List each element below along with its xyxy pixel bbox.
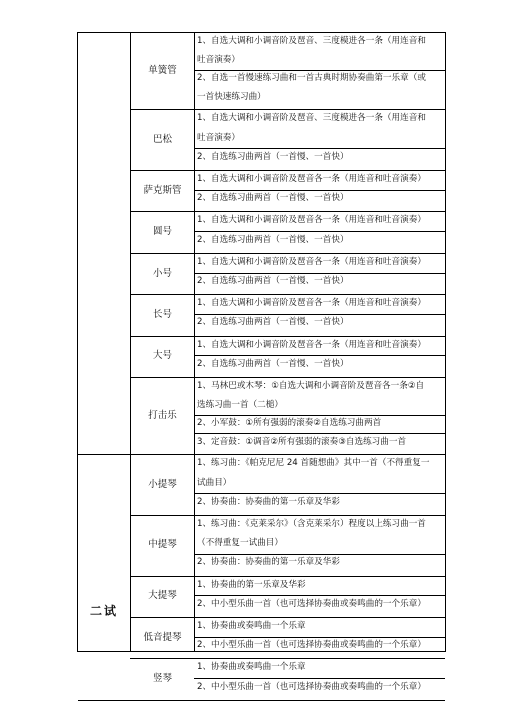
instrument-label: 大号 — [152, 350, 172, 362]
requirement-line: 1、练习曲：《克莱采尔》（含克莱采尔）程度以上练习曲一首 — [197, 519, 426, 529]
group-divider — [130, 658, 445, 659]
item-divider — [194, 637, 445, 638]
instrument-label: 小号 — [152, 267, 172, 279]
requirement-line: 2、小军鼓：①所有强弱的滚奏②自选练习曲两首 — [197, 418, 382, 429]
requirement-line: 2、协奏曲：协奏曲的第一乐章及华彩 — [197, 557, 340, 568]
item-divider — [194, 433, 445, 434]
exam-requirements-table — [77, 32, 446, 692]
requirement-line: 1、自选大调和小调音阶及琶音、三度模进各一条（用连音和 — [197, 113, 426, 124]
item-divider — [194, 678, 445, 679]
instrument-label: 长号 — [152, 308, 172, 320]
requirement-line: 2、自选练习曲两首（一首慢、一首快） — [197, 276, 349, 286]
requirement-line: （不得重复一试曲目） — [197, 538, 283, 549]
group-divider — [130, 336, 445, 337]
requirement-line: 吐音演奏） — [197, 132, 240, 143]
requirement-line: 2、中小型乐曲一首（也可选择协奏曲或奏鸣曲的一个乐章） — [197, 598, 426, 609]
requirement-line: 试曲目） — [197, 477, 232, 488]
item-divider — [194, 231, 445, 232]
requirement-line: 3、定音鼓：①调音②所有强弱的滚奏③自选练习曲一首 — [197, 436, 407, 447]
requirement-line: 1、练习曲：《帕克尼尼 24 首随想曲》其中一首（不得重复一 — [197, 458, 430, 469]
requirement-line: 吐音演奏） — [197, 54, 240, 65]
item-divider — [194, 595, 445, 596]
section-label: 二试 — [89, 603, 118, 618]
instrument-label: 低音提琴 — [143, 631, 182, 643]
item-divider — [194, 415, 445, 416]
instrument-label: 圆号 — [152, 226, 172, 238]
requirement-line: 2、中小型乐曲一首（也可选择协奏曲或奏鸣曲的一个乐章） — [197, 640, 426, 651]
instrument-label: 中提琴 — [148, 539, 177, 551]
requirement-line: 1、协奏曲或奏鸣曲一个乐章 — [197, 662, 306, 673]
requirement-line: 1、自选大调和小调音阶及琶音各一条（用连音和吐音演奏） — [197, 174, 426, 184]
item-divider — [194, 355, 445, 356]
requirement-line: 1、自选大调和小调音阶及琶音、三度模进各一条（用连音和 — [197, 36, 426, 46]
instrument-label: 小提琴 — [148, 478, 177, 490]
item-divider — [194, 314, 445, 315]
requirement-line: 2、自选练习曲两首（一首慢、一首快） — [197, 317, 349, 328]
requirement-line: 2、自选练习曲两首（一首慢、一首快） — [197, 358, 349, 369]
group-divider — [130, 294, 445, 295]
requirement-line: 1、自选大调和小调音阶及琶音各一条（用连音和吐音演奏） — [197, 256, 426, 267]
instrument-label: 竖琴 — [152, 673, 172, 685]
column-divider — [130, 32, 131, 651]
requirement-line: 2、自选练习曲两首（一首慢、一首快） — [197, 234, 349, 245]
group-divider — [130, 253, 445, 254]
instrument-label: 单簧管 — [148, 64, 177, 76]
instrument-label: 巴松 — [152, 133, 172, 145]
requirement-line: 一首快速练习曲） — [197, 91, 266, 102]
requirement-line: 2、协奏曲：协奏曲的第一乐章及华彩 — [197, 496, 340, 507]
item-divider — [194, 148, 445, 149]
group-divider — [130, 377, 445, 378]
requirement-line: 1、马林巴或木琴：①自选大调和小调音阶及琶音各一条②自 — [197, 381, 425, 391]
item-divider — [194, 493, 445, 494]
requirement-line: 2、自选练习曲两首（一首慢、一首快） — [197, 193, 349, 204]
requirement-line: 1、自选大调和小调音阶及琶音各一条（用连音和吐音演奏） — [197, 298, 426, 309]
requirement-line: 1、自选大调和小调音阶及琶音各一条（用连音和吐音演奏） — [197, 215, 426, 226]
requirement-line: 1、协奏曲或奏鸣曲一个乐章 — [197, 621, 306, 631]
group-divider — [130, 109, 445, 110]
requirement-line: 1、协奏曲的第一乐章及华彩 — [197, 579, 306, 590]
item-divider — [194, 190, 445, 191]
requirement-line: 2、自选一首慢速练习曲和一首古典时期协奏曲第一乐章（或 — [197, 73, 426, 84]
requirement-line: 1、自选大调和小调音阶及琶音各一条（用连音和吐音演奏） — [197, 339, 426, 350]
item-divider — [194, 70, 445, 71]
item-divider — [194, 273, 445, 274]
instrument-label: 萨克斯管 — [143, 184, 182, 196]
item-divider — [194, 554, 445, 555]
requirement-line: 2、自选练习曲两首（一首慢、一首快） — [197, 151, 349, 162]
requirement-line: 2、中小型乐曲一首（也可选择协奏曲或奏鸣曲的一个乐章） — [197, 681, 426, 692]
group-divider — [130, 211, 445, 212]
requirement-line: 选练习曲一首（二槌） — [197, 399, 283, 410]
group-divider — [78, 454, 445, 455]
instrument-label: 大提琴 — [148, 590, 177, 602]
group-divider — [130, 576, 445, 577]
group-divider — [130, 515, 445, 516]
table-top-border — [78, 32, 445, 33]
group-divider — [130, 617, 445, 618]
instrument-label: 打击乐 — [148, 409, 177, 421]
group-divider — [130, 170, 445, 171]
